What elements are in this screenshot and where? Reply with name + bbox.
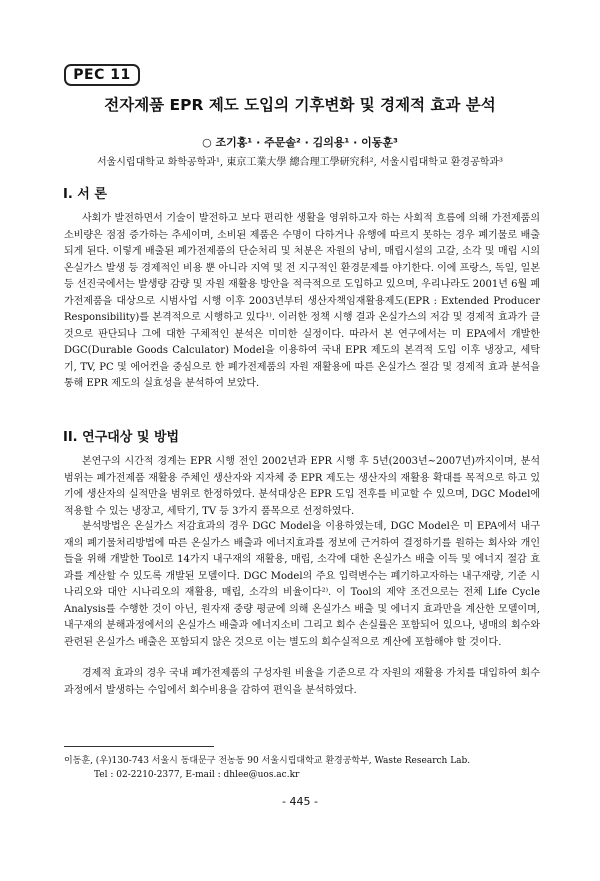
session-tag: PEC 11 — [64, 64, 140, 86]
footnote — [64, 754, 544, 782]
footnote-divider — [64, 746, 214, 747]
body-paragraph: 분석방법은 온실가스 저감효과의 경우 DGC Model을 이용하였는데, DGC Model은 미 EPA에서 내구재의 폐기물처리방법에 따른 온실가스 배출과 에너지효과를 정보에 근거하여 결정하기를 원하는 회사와 개인들을 위해 개발한 Tool로 14가지 내구재의 재활용, 매립, 소각에 대한 온실가스 배출 이득 및 에너지 절감 효과를 계산할 수 있도록 개발된 모델이다. DGC Model의 주요 입력변수는 폐기하고자하는 내구재량, 기준 시나리오와 대안 시나리오의 재활용, 매립, 소각의 비율이다²⁾. 이 Tool의 제약 조건으로는 전체 Life Cycle Analysis를 수행한 것이 아닌, 원자재 중량 평균에 의해 온실가스 배출 및 에너지 효과만을 계산한 모델이며, 내구재의 분해과정에서의 온실가스 배출과 에너지소비 그리고 회수 손실률은 포함되어 있으나, 냉매의 회수와 관련된 온실가스 배출은 포함되지 않은 것으로 이는 별도의 회수실적으로 계산에 포함해야 할 것이다. — [64, 521, 540, 648]
page-number: - 445 - — [282, 795, 318, 808]
body-paragraph: 사회가 발전하면서 기술이 발전하고 보다 편리한 생활을 영위하고자 하는 사회적 흐름에 의해 가전제품의 소비량은 점점 증가하는 추세이며, 소비된 제품은 수명이 다하거나 유행에 따르지 못하는 경우 폐기물로 배출되게 된다. 이렇게 배출된 폐가전제품의 단순처리 및 처분은 자원의 낭비, 매립시설의 고갈, 소각 및 매립 시의 온실가스 발생 등 경제적인 비용 뿐 아니라 지역 및 전 지구적인 환경문제를 야기한다. 이에 프랑스, 독일, 일본 등 선진국에서는 발생량 감량 및 자원 재활용 방안을 적극적으로 도입하고 있으며, 우리나라도 2001년 6월 폐가전제품을 대상으로 시범사업 시행 이후 2003년부터 생산자책임재활용제도(EPR : Extended Producer Responsibility)를 본격적으로 시행하고 있다¹⁾. 이러한 정책 시행 결과 온실가스의 저감 및 경제적 효과가 클 것으로 판단되나 그에 대한 구체적인 분석은 미미한 실정이다. 따라서 본 연구에서는 미 EPA에서 개발한 DGC(Durable Goods Calculator) Model을 이용하여 국내 EPR 제도의 본격적 도입 이후 냉장고, 세탁기, TV, PC 및 에어컨을 중심으로 한 폐가전제품의 자원 재활용에 따른 온실가스 절감 및 경제적 효과 분석을 통해 EPR 제도의 실효성을 분석하여 보았다. — [64, 213, 540, 389]
author-list: ○ 조기홍¹ · 주문솔² · 김의용¹ · 이동훈³ — [202, 136, 398, 149]
body-paragraph: 경제적 효과의 경우 국내 폐가전제품의 구성자원 비율을 기준으로 각 자원의 재활용 가치를 대입하여 회수과정에서 발생하는 수입에서 회수비용을 감하여 편익을 분석하였다. — [64, 668, 540, 696]
affiliations: 서울시립대학교 화학공학과¹, 東京工業大學 總合理工學研究科², 서울시립대학교 환경공학과³ — [96, 157, 504, 168]
section-heading-introduction: I. 서 론 — [63, 187, 107, 202]
paper-title: 전자제품 EPR 제도 도입의 기후변화 및 경제적 효과 분석 — [104, 96, 496, 114]
footnote-address: 이동훈, (우)130-743 서울시 동대문구 전농동 90 서울시립대학교 환경공학부, Waste Research Lab. — [64, 756, 471, 766]
body-paragraph: 본연구의 시간적 경계는 EPR 시행 전인 2002년과 EPR 시행 후 5년(2003년~2007년)까지이며, 분석범위는 폐가전제품 재활용 주체인 생산자와 지자체 중 EPR 제도는 생산자의 재활용 확대를 목적으로 하고 있기에 생산자의 실적만을 범위로 한정하였다. 분석대상은 EPR 도입 전후를 비교할 수 있으며, DGC Model에 적용할 수 있는 냉장고, 세탁기, TV 등 3가지 품목으로 선정하였다. — [64, 456, 540, 517]
section-heading-methods: II. 연구대상 및 방법 — [63, 430, 180, 445]
footnote-contact: Tel : 02-2210-2377, E-mail : dhlee@uos.ac.kr — [94, 770, 300, 780]
